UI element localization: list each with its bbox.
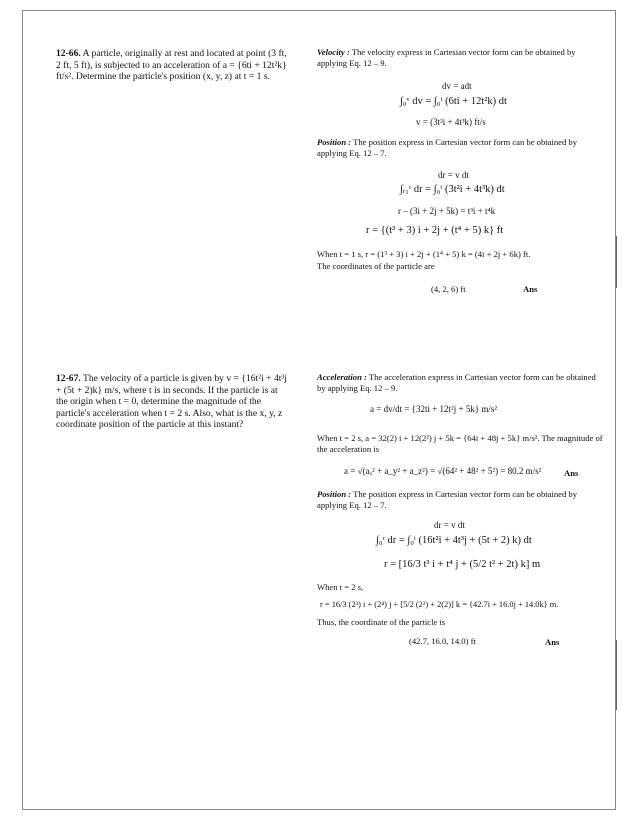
equation: a = dv/dt = {32ti + 12t²j + 5k} m/s²	[370, 404, 498, 414]
when-line: When t = 2 s, a = 32(2) i + 12(2²) j + 5k = {64i + 48j + 5k} m/s². The magnitude of the acceleration is	[317, 433, 603, 454]
when-line: When t = 2 s,	[317, 582, 364, 592]
equation: dr = v dt	[438, 170, 469, 180]
equation: ∫₀ᵛ dv = ∫₀ᵗ (6ti + 12t²k) dt	[400, 96, 507, 107]
equation: r = [16/3 t³ i + t⁴ j + (5/2 t² + 2t) k] m	[384, 559, 541, 570]
equation: ∫₀ʳ dr = ∫₀ᵗ (16t²i + 4t³j + (5t + 2) k) dt	[376, 535, 532, 546]
page-edge-mark	[616, 236, 617, 288]
equation: a = √(aₓ² + a_y² + a_z²) = √(64² + 48² + 5²) = 80.2 m/s²	[344, 466, 542, 476]
equation: ∫ᵣ₁ʳ dr = ∫₀ᵗ (3t²i + 4t³k) dt	[400, 184, 505, 195]
equation: r = {(t³ + 3) i + 2j + (t⁴ + 5) k} ft	[366, 225, 504, 236]
acceleration-section	[317, 372, 602, 394]
thus-line: Thus, the coordinate of the particle is	[317, 617, 446, 627]
problem-number: 12-66.	[56, 48, 81, 59]
problem-12-66	[56, 48, 291, 83]
equation: dv = adt	[442, 81, 472, 91]
velocity-heading: Velocity :	[317, 47, 350, 57]
position-text: The position express in Cartesian vector form can be obtained by applying Eq. 12 – 7.	[317, 489, 577, 510]
problem-statement: A particle, originally at rest and located at point (3 ft, 2 ft, 5 ft), is subjected to an acceleration of a = {6ti + 12t²k} ft/s². Determine the particle's position (x, y, z) at t = 1 s.	[56, 48, 287, 83]
problem-12-67	[56, 373, 291, 431]
velocity-section	[317, 47, 602, 69]
position-heading: Position :	[317, 489, 352, 499]
problem-number: 12-67.	[56, 373, 81, 384]
position-section	[317, 137, 602, 159]
answer-value: (42.7, 16.0, 14.0) ft	[409, 636, 476, 646]
problem-statement: The velocity of a particle is given by v = {16t²i + 4t³j + (5t + 2)k} m/s, where t is in seconds. If the particle is at the origin when t = 0, determine the magnitude of the particle's acceleration when t = 2 s. Also, what is the x, y, z coordinate position of the particle at this instant?	[56, 373, 287, 431]
position-text: The position express in Cartesian vector form can be obtained by applying Eq. 12 – 7.	[317, 137, 577, 158]
acceleration-text: The acceleration express in Cartesian vector form can be obtained by applying Eq. 12 – 9.	[317, 372, 596, 393]
ans-label: Ans	[545, 637, 560, 647]
equation: v = (3t²i + 4t³k) ft/s	[416, 117, 486, 127]
coord-line: The coordinates of the particle are	[317, 261, 435, 271]
position-section	[317, 489, 602, 511]
equation: r – (3i + 2j + 5k) = t³i + t⁴k	[398, 206, 496, 216]
equation: dr = v dt	[434, 520, 465, 530]
ans-label: Ans	[564, 468, 579, 478]
when-line: When t = 1 s, r = (1³ + 3) i + 2j + (1⁴ + 5) k = (4i + 2j + 6k) ft.	[317, 249, 531, 259]
position-heading: Position :	[317, 137, 352, 147]
answer-value: (4, 2, 6) ft	[431, 284, 466, 294]
acceleration-heading: Acceleration :	[317, 372, 367, 382]
page-edge-mark	[616, 640, 617, 710]
equation: r = 16/3 (2³) i + (2⁴) j + [5/2 (2²) + 2(2)] k = {42.7i + 16.0j + 14.0k} m.	[320, 600, 559, 609]
velocity-text: The velocity express in Cartesian vector form can be obtained by applying Eq. 12 – 9.	[317, 47, 576, 68]
ans-label: Ans	[523, 284, 538, 294]
